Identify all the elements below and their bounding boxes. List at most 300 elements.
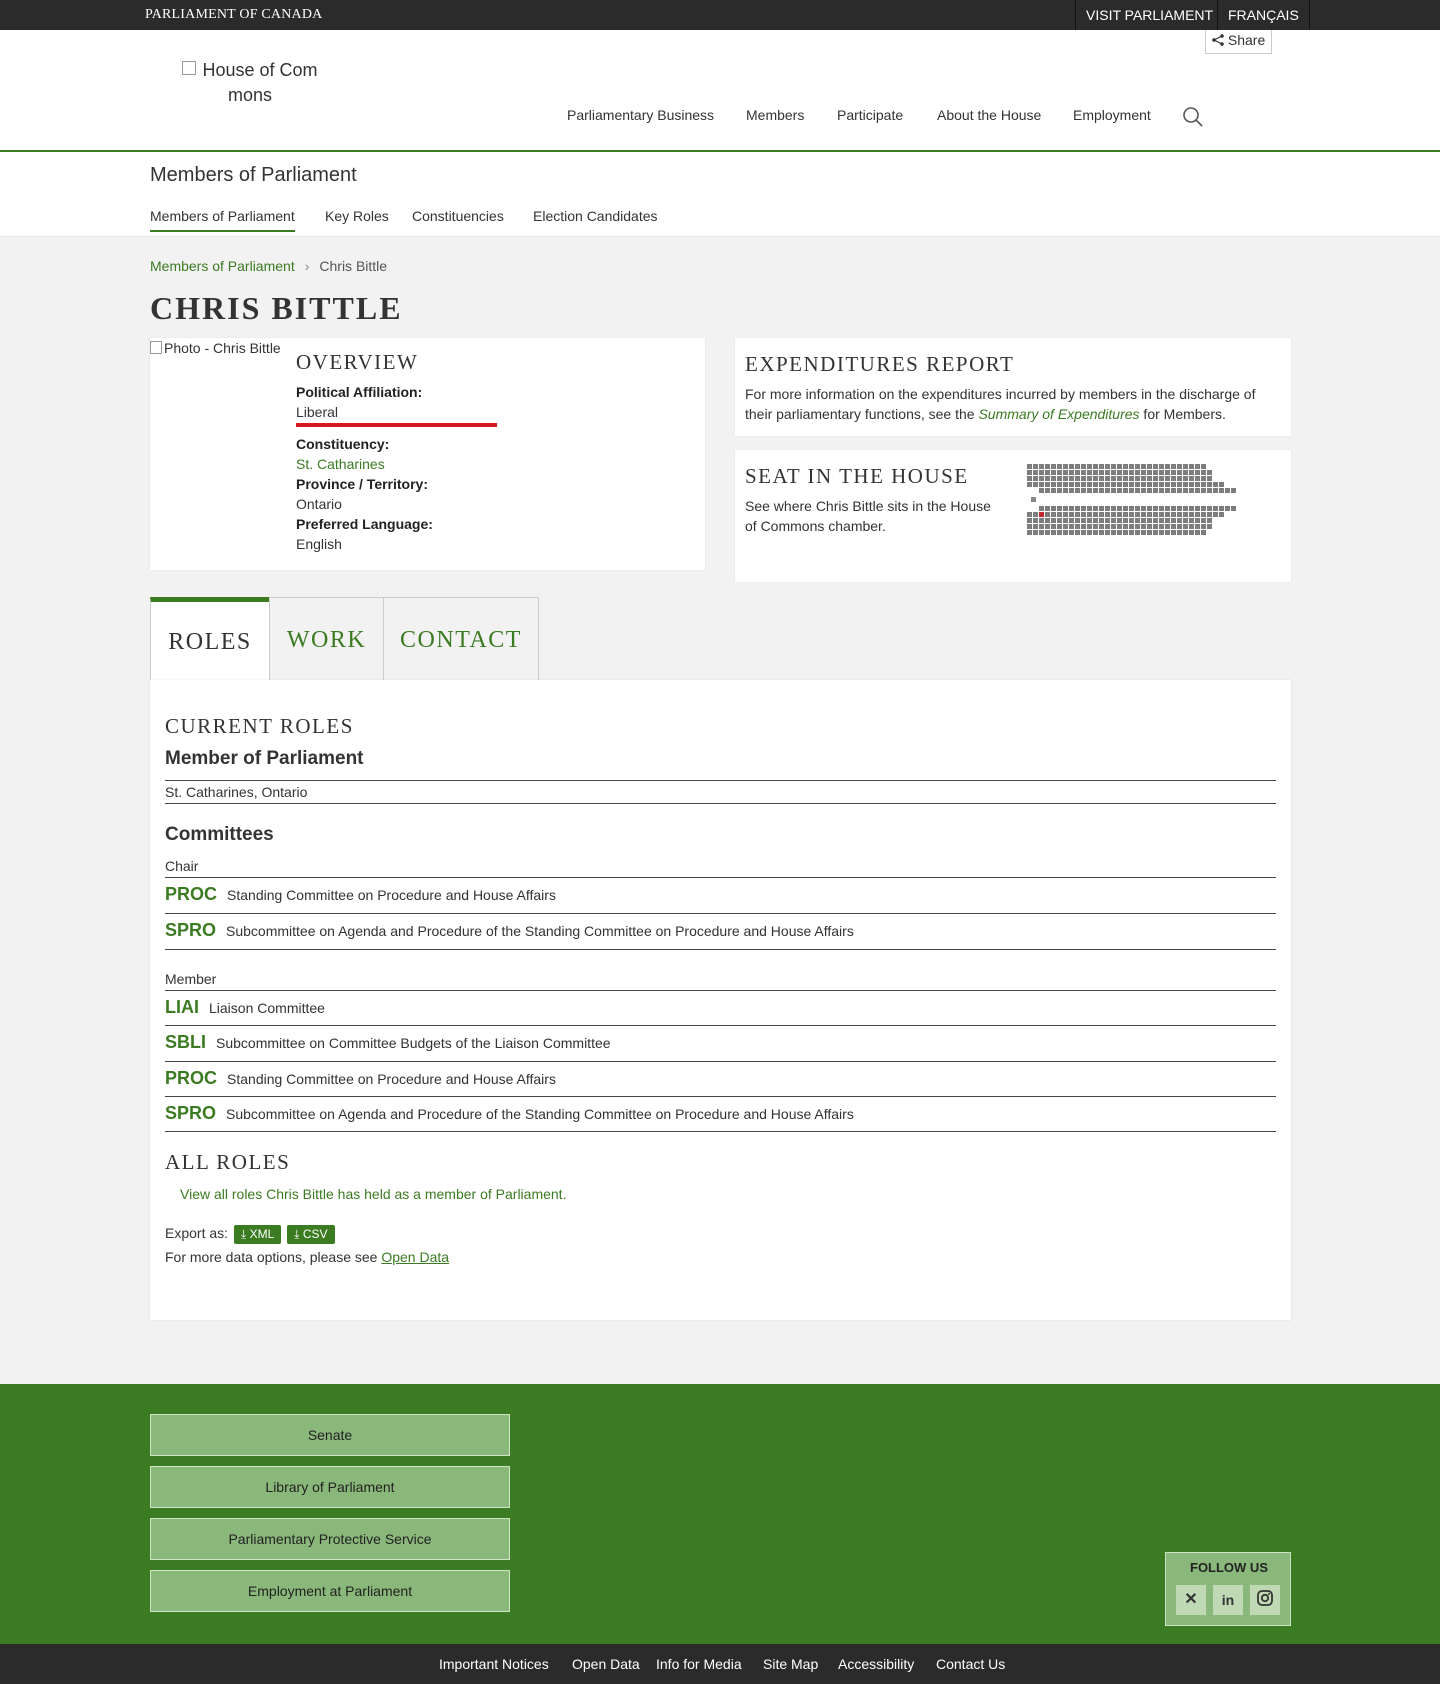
seat bbox=[1087, 476, 1092, 481]
seat bbox=[1213, 506, 1218, 511]
seat bbox=[1105, 476, 1110, 481]
seat bbox=[1195, 488, 1200, 493]
seat bbox=[1201, 470, 1206, 475]
seat bbox=[1051, 488, 1056, 493]
bottom-link-contact-us[interactable]: Contact Us bbox=[936, 1656, 1006, 1672]
seat bbox=[1069, 512, 1074, 517]
seat bbox=[1153, 476, 1158, 481]
seat bbox=[1189, 476, 1194, 481]
seat bbox=[1057, 488, 1062, 493]
seat bbox=[1123, 488, 1128, 493]
seat bbox=[1183, 476, 1188, 481]
expenditures-text: For more information on the expenditures incurred by members in the discharge of their parliamentary functions, see the Summary of Expenditures for Members. bbox=[745, 386, 1256, 422]
tab-contact[interactable]: CONTACT bbox=[383, 597, 539, 681]
seat bbox=[1153, 488, 1158, 493]
committee-row[interactable] bbox=[165, 997, 1276, 1018]
seat bbox=[1165, 488, 1170, 493]
seat bbox=[1081, 512, 1086, 517]
seat bbox=[1171, 530, 1176, 535]
seat bbox=[1207, 482, 1212, 487]
seat bbox=[1027, 482, 1032, 487]
seat bbox=[1135, 470, 1140, 475]
seat bbox=[1147, 470, 1152, 475]
committee-abbr[interactable]: SPRO bbox=[165, 1103, 217, 1123]
seat-title: SEAT IN THE HOUSE bbox=[745, 464, 969, 488]
seat bbox=[1177, 530, 1182, 535]
seat bbox=[1105, 464, 1110, 469]
seat bbox=[1219, 506, 1224, 511]
seat bbox=[1195, 530, 1200, 535]
seat bbox=[1087, 512, 1092, 517]
seat bbox=[1033, 530, 1038, 535]
seat bbox=[1075, 530, 1080, 535]
constituency-link[interactable]: St. Catharines bbox=[296, 456, 385, 472]
seat bbox=[1135, 482, 1140, 487]
mp-riding: St. Catharines, Ontario bbox=[165, 784, 308, 800]
seat bbox=[1051, 476, 1056, 481]
seat bbox=[1075, 506, 1080, 511]
export-xml-button[interactable]: ⤓ XML bbox=[234, 1225, 281, 1244]
seat bbox=[1039, 506, 1044, 511]
province-label: Province / Territory: bbox=[296, 476, 429, 492]
seat bbox=[1087, 488, 1092, 493]
seat bbox=[1045, 464, 1050, 469]
nav-participate[interactable]: Participate bbox=[837, 107, 904, 123]
seat bbox=[1057, 476, 1062, 481]
seat bbox=[1027, 518, 1032, 523]
seat bbox=[1207, 506, 1212, 511]
broken-image-icon bbox=[150, 341, 162, 354]
seat bbox=[1189, 464, 1194, 469]
tab-roles[interactable]: ROLES bbox=[150, 597, 270, 682]
seat bbox=[1171, 518, 1176, 523]
seat bbox=[1075, 476, 1080, 481]
seat bbox=[1201, 482, 1206, 487]
seat bbox=[1159, 512, 1164, 517]
tab-work[interactable]: WORK bbox=[269, 597, 384, 681]
seat bbox=[1057, 464, 1062, 469]
seat bbox=[1159, 464, 1164, 469]
seat bbox=[1189, 512, 1194, 517]
seat bbox=[1141, 476, 1146, 481]
member-name: CHRIS BITTLE bbox=[150, 290, 403, 326]
bottom-link-open-data[interactable]: Open Data bbox=[572, 1656, 640, 1672]
committee-row[interactable] bbox=[165, 920, 1276, 941]
seat bbox=[1189, 488, 1194, 493]
seat bbox=[1117, 470, 1122, 475]
seat bbox=[1183, 530, 1188, 535]
seat bbox=[1153, 530, 1158, 535]
seat bbox=[1063, 476, 1068, 481]
seat bbox=[1195, 470, 1200, 475]
seat bbox=[1183, 506, 1188, 511]
seat bbox=[1147, 512, 1152, 517]
seat bbox=[1183, 482, 1188, 487]
seat bbox=[1129, 470, 1134, 475]
seat bbox=[1027, 476, 1032, 481]
seat bbox=[1159, 470, 1164, 475]
broken-image-icon bbox=[182, 61, 196, 75]
seat bbox=[1031, 497, 1036, 502]
seat bbox=[1141, 482, 1146, 487]
divider bbox=[165, 949, 1276, 950]
seat bbox=[1093, 482, 1098, 487]
seat bbox=[1045, 470, 1050, 475]
seat bbox=[1039, 476, 1044, 481]
divider bbox=[165, 1096, 1276, 1097]
seat-text: See where Chris Bittle sits in the House of Commons chamber. bbox=[745, 498, 991, 534]
seat bbox=[1195, 506, 1200, 511]
language-label: Preferred Language: bbox=[296, 516, 433, 532]
seat bbox=[1159, 488, 1164, 493]
seat bbox=[1165, 482, 1170, 487]
nav-employment[interactable]: Employment bbox=[1073, 107, 1151, 123]
export-csv-button[interactable]: ⤓ CSV bbox=[287, 1225, 334, 1244]
seat bbox=[1183, 488, 1188, 493]
committee-row[interactable] bbox=[165, 1068, 1276, 1089]
share-button[interactable]: Share bbox=[1205, 30, 1272, 54]
seat bbox=[1087, 464, 1092, 469]
tab-key-roles[interactable]: Key Roles bbox=[325, 208, 389, 224]
seat bbox=[1081, 476, 1086, 481]
seat bbox=[1129, 488, 1134, 493]
tab-election-candidates[interactable]: Election Candidates bbox=[533, 208, 658, 224]
seat bbox=[1195, 482, 1200, 487]
seat bbox=[1153, 482, 1158, 487]
bottom-link-info-for-media[interactable]: Info for Media bbox=[656, 1656, 742, 1672]
seat bbox=[1177, 518, 1182, 523]
seat bbox=[1099, 506, 1104, 511]
seat bbox=[1189, 530, 1194, 535]
seat bbox=[1165, 512, 1170, 517]
tab-constituencies[interactable]: Constituencies bbox=[412, 208, 504, 224]
seat bbox=[1111, 518, 1116, 523]
seat bbox=[1189, 518, 1194, 523]
seat bbox=[1123, 524, 1128, 529]
committee-name: Subcommittee on Agenda and Procedure of the Standing Committee on Procedure and House Affairs bbox=[226, 923, 854, 939]
seat bbox=[1153, 524, 1158, 529]
seat bbox=[1093, 524, 1098, 529]
seat bbox=[1081, 470, 1086, 475]
seat bbox=[1177, 512, 1182, 517]
seat bbox=[1045, 488, 1050, 493]
affiliation-value: Liberal bbox=[296, 404, 339, 420]
house-of-commons-logo[interactable]: House of Com mons bbox=[180, 58, 320, 108]
seat bbox=[1087, 518, 1092, 523]
seat bbox=[1051, 512, 1056, 517]
seat bbox=[1183, 512, 1188, 517]
bottom-link-accessibility[interactable]: Accessibility bbox=[838, 1656, 915, 1672]
bottom-link-site-map[interactable]: Site Map bbox=[763, 1656, 819, 1672]
instagram-icon[interactable] bbox=[1250, 1585, 1280, 1615]
seat bbox=[1093, 488, 1098, 493]
bottom-bar bbox=[0, 1644, 1440, 1684]
seat bbox=[1117, 482, 1122, 487]
seat bbox=[1111, 488, 1116, 493]
committee-name: Liaison Committee bbox=[209, 1000, 325, 1016]
seat bbox=[1081, 488, 1086, 493]
follow-us-title: FOLLOW US bbox=[1190, 1560, 1268, 1575]
seat bbox=[1033, 470, 1038, 475]
seat bbox=[1033, 482, 1038, 487]
seat bbox=[1099, 530, 1104, 535]
seat bbox=[1147, 530, 1152, 535]
footer-link-senate[interactable]: Senate bbox=[150, 1414, 510, 1456]
committee-abbr[interactable]: SPRO bbox=[165, 920, 217, 940]
committee-name: Subcommittee on Agenda and Procedure of the Standing Committee on Procedure and House Affairs bbox=[226, 1106, 854, 1122]
seat bbox=[1039, 464, 1044, 469]
seat bbox=[1171, 464, 1176, 469]
seat bbox=[1063, 524, 1068, 529]
seat bbox=[1201, 488, 1206, 493]
seat bbox=[1057, 470, 1062, 475]
divider bbox=[165, 877, 1276, 878]
footer bbox=[0, 1384, 1440, 1644]
export-label: Export as: bbox=[165, 1225, 229, 1241]
seat bbox=[1195, 476, 1200, 481]
party-color-bar bbox=[296, 423, 497, 427]
seat bbox=[1135, 464, 1140, 469]
seat bbox=[1063, 512, 1068, 517]
bottom-link-important-notices[interactable]: Important Notices bbox=[439, 1656, 549, 1672]
seat bbox=[1093, 464, 1098, 469]
section-title: Members of Parliament bbox=[150, 164, 357, 186]
seat bbox=[1207, 476, 1212, 481]
seat bbox=[1219, 488, 1224, 493]
committee-abbr[interactable]: PROC bbox=[165, 884, 218, 904]
seat bbox=[1123, 464, 1128, 469]
divider bbox=[165, 1131, 1276, 1132]
seat bbox=[1099, 512, 1104, 517]
seat bbox=[1123, 476, 1128, 481]
seat bbox=[1201, 518, 1206, 523]
seating-chart[interactable] bbox=[1027, 464, 1257, 569]
seat bbox=[1159, 482, 1164, 487]
seat bbox=[1033, 518, 1038, 523]
seat bbox=[1231, 506, 1236, 511]
seat bbox=[1207, 488, 1212, 493]
search-icon[interactable] bbox=[1182, 106, 1204, 128]
committee-abbr[interactable]: LIAI bbox=[165, 997, 199, 1017]
visit-parliament-link[interactable]: VISIT PARLIAMENT bbox=[1075, 0, 1223, 30]
seat bbox=[1057, 524, 1062, 529]
province-value: Ontario bbox=[296, 496, 342, 512]
seat bbox=[1135, 476, 1140, 481]
seat bbox=[1189, 506, 1194, 511]
seat bbox=[1099, 482, 1104, 487]
seat bbox=[1051, 530, 1056, 535]
seat bbox=[1069, 518, 1074, 523]
seat bbox=[1033, 512, 1038, 517]
seat bbox=[1081, 518, 1086, 523]
seat bbox=[1147, 464, 1152, 469]
current-roles-title: CURRENT ROLES bbox=[165, 714, 354, 738]
divider bbox=[165, 1061, 1276, 1062]
expenditures-card bbox=[735, 338, 1291, 436]
seat bbox=[1051, 470, 1056, 475]
seat bbox=[1117, 464, 1122, 469]
all-roles-title: ALL ROLES bbox=[165, 1150, 291, 1174]
divider bbox=[165, 913, 1276, 914]
seat bbox=[1135, 518, 1140, 523]
member-photo: Photo - Chris Bittle bbox=[150, 340, 281, 356]
seat bbox=[1069, 476, 1074, 481]
seat bbox=[1105, 524, 1110, 529]
tab-members-of-parliament[interactable]: Members of Parliament bbox=[150, 208, 295, 232]
seat bbox=[1147, 482, 1152, 487]
seat bbox=[1159, 530, 1164, 535]
seat bbox=[1075, 488, 1080, 493]
seat bbox=[1045, 482, 1050, 487]
seat bbox=[1183, 518, 1188, 523]
seat bbox=[1159, 524, 1164, 529]
chevron-right-icon: › bbox=[304, 258, 310, 274]
seat bbox=[1027, 512, 1032, 517]
seat bbox=[1051, 506, 1056, 511]
summary-of-expenditures-link[interactable]: Summary of Expenditures bbox=[978, 406, 1140, 422]
seat bbox=[1105, 530, 1110, 535]
language-toggle-link[interactable]: FRANÇAIS bbox=[1217, 0, 1310, 30]
affiliation-label: Political Affiliation: bbox=[296, 384, 423, 400]
nav-about-the-house[interactable]: About the House bbox=[937, 107, 1042, 123]
footer-link-employment[interactable]: Employment at Parliament bbox=[150, 1570, 510, 1612]
seat bbox=[1111, 482, 1116, 487]
seat bbox=[1111, 530, 1116, 535]
open-data-link[interactable]: Open Data bbox=[381, 1249, 450, 1265]
seat bbox=[1159, 506, 1164, 511]
seat bbox=[1075, 482, 1080, 487]
committees-title: Committees bbox=[165, 824, 274, 845]
seat bbox=[1195, 464, 1200, 469]
committee-row[interactable] bbox=[165, 1032, 1276, 1053]
seat bbox=[1027, 530, 1032, 535]
seat bbox=[1057, 512, 1062, 517]
seat bbox=[1165, 530, 1170, 535]
seat bbox=[1177, 476, 1182, 481]
breadcrumb-parent-link[interactable]: Members of Parliament bbox=[150, 258, 295, 274]
seat bbox=[1123, 482, 1128, 487]
seat bbox=[1081, 530, 1086, 535]
seat bbox=[1201, 530, 1206, 535]
seat bbox=[1183, 464, 1188, 469]
seat bbox=[1141, 464, 1146, 469]
seat bbox=[1231, 488, 1236, 493]
seat bbox=[1129, 506, 1134, 511]
member-label: Member bbox=[165, 971, 217, 987]
seat bbox=[1123, 518, 1128, 523]
seat bbox=[1069, 506, 1074, 511]
seat bbox=[1045, 530, 1050, 535]
seat bbox=[1045, 506, 1050, 511]
linkedin-icon[interactable]: in bbox=[1213, 1585, 1243, 1615]
committee-row[interactable] bbox=[165, 1103, 1276, 1124]
seat bbox=[1051, 518, 1056, 523]
seat bbox=[1063, 488, 1068, 493]
seat bbox=[1201, 524, 1206, 529]
seat bbox=[1045, 476, 1050, 481]
seat bbox=[1105, 482, 1110, 487]
nav-parliamentary-business[interactable]: Parliamentary Business bbox=[567, 107, 715, 123]
footer-link-library[interactable]: Library of Parliament bbox=[150, 1466, 510, 1508]
seat bbox=[1117, 488, 1122, 493]
all-roles-link[interactable]: View all roles Chris Bittle has held as a member of Parliament. bbox=[180, 1186, 567, 1202]
seat bbox=[1165, 476, 1170, 481]
seat bbox=[1075, 512, 1080, 517]
site-header bbox=[0, 30, 1440, 152]
seat bbox=[1099, 476, 1104, 481]
seat bbox=[1135, 524, 1140, 529]
seat bbox=[1129, 512, 1134, 517]
seat bbox=[1201, 506, 1206, 511]
seat bbox=[1045, 518, 1050, 523]
seat bbox=[1225, 506, 1230, 511]
committee-abbr[interactable]: SBLI bbox=[165, 1032, 207, 1052]
seat bbox=[1075, 524, 1080, 529]
seat bbox=[1099, 524, 1104, 529]
seat bbox=[1135, 512, 1140, 517]
download-icon: ⤓ bbox=[294, 1227, 300, 1241]
divider bbox=[165, 803, 1276, 804]
top-bar bbox=[0, 0, 1440, 30]
seat bbox=[1051, 482, 1056, 487]
committee-name: Standing Committee on Procedure and House Affairs bbox=[227, 887, 556, 903]
seat bbox=[1063, 530, 1068, 535]
x-icon[interactable]: ✕ bbox=[1176, 1585, 1206, 1615]
seat bbox=[1225, 488, 1230, 493]
seat bbox=[1105, 506, 1110, 511]
seat bbox=[1147, 506, 1152, 511]
seat bbox=[1111, 476, 1116, 481]
seat bbox=[1207, 524, 1212, 529]
seat bbox=[1153, 506, 1158, 511]
seat bbox=[1117, 512, 1122, 517]
seat bbox=[1165, 506, 1170, 511]
seat bbox=[1147, 488, 1152, 493]
seat bbox=[1039, 530, 1044, 535]
seat bbox=[1117, 518, 1122, 523]
seat bbox=[1099, 470, 1104, 475]
seat bbox=[1057, 506, 1062, 511]
divider bbox=[165, 780, 1276, 781]
seat bbox=[1069, 482, 1074, 487]
nav-members[interactable]: Members bbox=[746, 107, 805, 123]
member-seat-highlight bbox=[1039, 512, 1044, 517]
seat bbox=[1129, 464, 1134, 469]
committee-row[interactable] bbox=[165, 884, 1276, 905]
seat bbox=[1039, 470, 1044, 475]
seat bbox=[1141, 524, 1146, 529]
seat bbox=[1207, 470, 1212, 475]
seat bbox=[1147, 524, 1152, 529]
seat bbox=[1111, 464, 1116, 469]
seat bbox=[1195, 512, 1200, 517]
seat bbox=[1189, 482, 1194, 487]
footer-link-protective-service[interactable]: Parliamentary Protective Service bbox=[150, 1518, 510, 1560]
seat bbox=[1111, 524, 1116, 529]
share-icon bbox=[1212, 34, 1224, 46]
seat bbox=[1159, 476, 1164, 481]
seat bbox=[1141, 512, 1146, 517]
seat bbox=[1129, 482, 1134, 487]
seat bbox=[1081, 482, 1086, 487]
seat bbox=[1087, 530, 1092, 535]
seat bbox=[1099, 488, 1104, 493]
seat bbox=[1039, 518, 1044, 523]
committee-abbr[interactable]: PROC bbox=[165, 1068, 218, 1088]
seat bbox=[1123, 506, 1128, 511]
parliament-brand[interactable]: PARLIAMENT OF CANADA bbox=[145, 7, 323, 22]
seat bbox=[1033, 476, 1038, 481]
